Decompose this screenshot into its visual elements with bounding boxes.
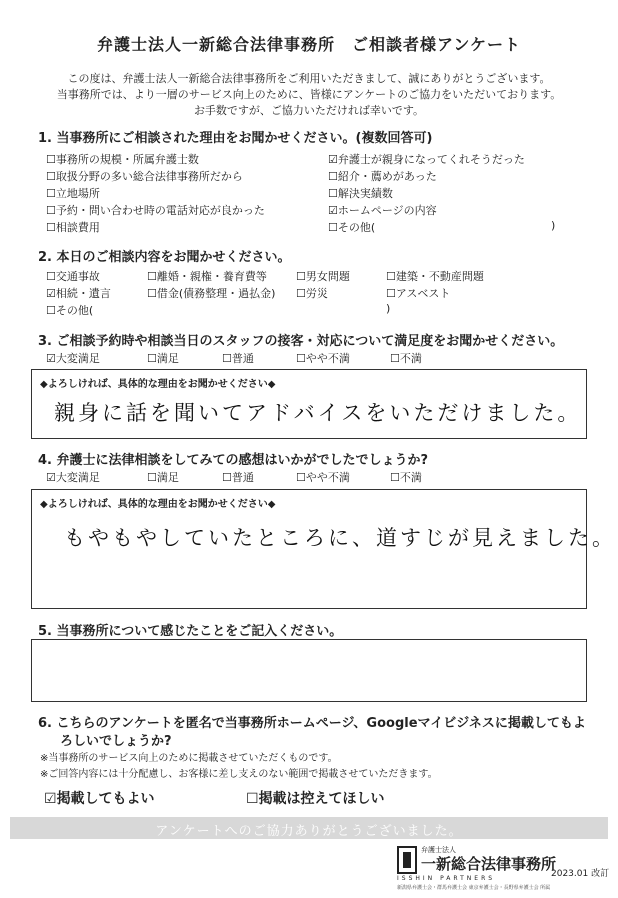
firm-logo-icon xyxy=(397,846,417,874)
q2-option-other[interactable]: ☐その他( xyxy=(46,304,94,317)
q1-option-other[interactable]: ☐その他( xyxy=(328,221,376,234)
logo-affiliations: 新潟県弁護士会・群馬弁護士会 東京弁護士会・長野県弁護士会 所属 xyxy=(397,885,551,891)
checkbox[interactable]: ☐ xyxy=(46,221,56,234)
checkbox[interactable]: ☑ xyxy=(328,204,338,217)
q6-heading-line-2: ろしいでしょうか? xyxy=(60,734,172,749)
checkbox[interactable]: ☐ xyxy=(46,204,56,217)
checkbox[interactable]: ☐ xyxy=(46,270,56,283)
checkbox[interactable]: ☐ xyxy=(328,221,338,234)
checkbox[interactable]: ☐ xyxy=(147,352,157,365)
q2-option[interactable]: ☐交通事故 xyxy=(46,270,100,283)
q3-option[interactable]: ☐満足 xyxy=(147,352,179,365)
q2-option[interactable]: ☐離婚・親権・養育費等 xyxy=(147,270,267,283)
checkbox[interactable]: ☐ xyxy=(328,187,338,200)
thanks-message: アンケートへのご協力ありがとうございました。 xyxy=(155,824,463,839)
logo-firm-name: 一新総合法律事務所 xyxy=(421,855,557,873)
checkbox[interactable]: ☐ xyxy=(46,170,56,183)
checkbox[interactable]: ☐ xyxy=(390,471,400,484)
q1-option[interactable]: ☐取扱分野の多い総合法律事務所だから xyxy=(46,170,243,183)
checkbox[interactable]: ☑ xyxy=(46,352,56,365)
q1-option[interactable]: ☐事務所の規模・所属弁護士数 xyxy=(46,153,199,166)
checkbox[interactable]: ☐ xyxy=(296,270,306,283)
checkbox[interactable]: ☐ xyxy=(386,270,396,283)
checkbox[interactable]: ☐ xyxy=(328,170,338,183)
q1-option[interactable]: ☐予約・問い合わせ時の電話対応が良かった xyxy=(46,204,265,217)
checkbox[interactable]: ☐ xyxy=(296,352,306,365)
checkbox[interactable]: ☐ xyxy=(147,270,157,283)
q2-option[interactable]: ☐男女問題 xyxy=(296,270,350,283)
checkbox[interactable]: ☐ xyxy=(296,471,306,484)
q4-option[interactable]: ☑大変満足 xyxy=(46,471,100,484)
checkbox[interactable]: ☐ xyxy=(222,352,232,365)
checkbox[interactable]: ☑ xyxy=(46,471,56,484)
q1-option[interactable]: ☑弁護士が親身になってくれそうだった xyxy=(328,153,525,166)
checkbox[interactable]: ☑ xyxy=(44,791,57,807)
checkbox[interactable]: ☐ xyxy=(296,287,306,300)
q6-option-yes[interactable]: ☑掲載してもよい xyxy=(44,791,155,807)
checkbox[interactable]: ☐ xyxy=(390,352,400,365)
q4-handwritten-answer: もやもやしていたところに、道すじが見えました。 xyxy=(64,526,616,550)
q6-heading-line-1: 6. こちらのアンケートを匿名で当事務所ホームページ、Googleマイビジネスに掲載してもよ xyxy=(38,716,586,731)
page-title: 弁護士法人一新総合法律事務所 ご相談者様アンケート xyxy=(96,35,522,54)
q2-option[interactable]: ☐建築・不動産問題 xyxy=(386,270,484,283)
q1-heading: 1. 当事務所にご相談された理由をお聞かせください。(複数回答可) xyxy=(38,131,433,146)
q1-option[interactable]: ☐解決実績数 xyxy=(328,187,393,200)
q4-option[interactable]: ☐やや不満 xyxy=(296,471,350,484)
checkbox[interactable]: ☐ xyxy=(147,471,157,484)
logo-english-name: ISSHIN PARTNERS xyxy=(397,875,496,882)
q2-option[interactable]: ☐アスベスト xyxy=(386,287,451,300)
q4-box-label: ◆よろしければ、具体的な理由をお聞かせください◆ xyxy=(40,499,276,510)
q3-option[interactable]: ☐普通 xyxy=(222,352,254,365)
q6-note-2: ※ご回答内容には十分配慮し、お客様に差し支えのない範囲で掲載させていただきます。 xyxy=(40,769,438,780)
q3-heading: 3. ご相談予約時や相談当日のスタッフの接客・対応について満足度をお聞かせください。 xyxy=(38,334,564,349)
checkbox[interactable]: ☐ xyxy=(46,304,56,317)
checkbox[interactable]: ☑ xyxy=(46,287,56,300)
q1-option[interactable]: ☑ホームページの内容 xyxy=(328,204,437,217)
checkbox[interactable]: ☑ xyxy=(328,153,338,166)
checkbox[interactable]: ☐ xyxy=(222,471,232,484)
checkbox[interactable]: ☐ xyxy=(147,287,157,300)
q2-option[interactable]: ☑相続・遺言 xyxy=(46,287,111,300)
q6-option-no[interactable]: ☐掲載は控えてほしい xyxy=(246,791,385,807)
revision-date: 2023.01 改訂 xyxy=(551,869,610,879)
intro-line-3: お手数ですが、ご協力いただければ幸いです。 xyxy=(193,104,425,117)
q3-handwritten-answer: 親身に話を聞いてアドバイスをいただけました。 xyxy=(54,401,582,425)
q4-option[interactable]: ☐不満 xyxy=(390,471,422,484)
checkbox[interactable]: ☐ xyxy=(46,153,56,166)
q2-heading: 2. 本日のご相談内容をお聞かせください。 xyxy=(38,250,291,265)
checkbox[interactable]: ☐ xyxy=(386,287,396,300)
q1-option[interactable]: ☐紹介・薦めがあった xyxy=(328,170,437,183)
q1-option[interactable]: ☐相談費用 xyxy=(46,221,100,234)
q3-option[interactable]: ☑大変満足 xyxy=(46,352,100,365)
q3-option[interactable]: ☐不満 xyxy=(390,352,422,365)
q3-option[interactable]: ☐やや不満 xyxy=(296,352,350,365)
logo-subtitle: 弁護士法人 xyxy=(421,846,456,854)
q5-heading: 5. 当事務所について感じたことをご記入ください。 xyxy=(38,624,343,639)
q3-box-label: ◆よろしければ、具体的な理由をお聞かせください◆ xyxy=(40,379,276,390)
checkbox[interactable]: ☐ xyxy=(246,791,259,807)
q1-other-close: ) xyxy=(551,219,556,232)
q1-option[interactable]: ☐立地場所 xyxy=(46,187,100,200)
q5-answer-box[interactable] xyxy=(31,639,587,702)
intro-line-1: この度は、弁護士法人一新総合法律事務所をご利用いただきまして、誠にありがとうございます。 xyxy=(67,72,551,85)
q4-option[interactable]: ☐満足 xyxy=(147,471,179,484)
checkbox[interactable]: ☐ xyxy=(46,187,56,200)
q4-heading: 4. 弁護士に法律相談をしてみての感想はいかがでしたでしょうか? xyxy=(38,453,429,468)
q2-other-close: ) xyxy=(386,302,391,315)
q2-option[interactable]: ☐借金(債務整理・過払金) xyxy=(147,287,276,300)
intro-line-2: 当事務所では、より一層のサービス向上のために、皆様にアンケートのご協力をいただいております。 xyxy=(56,88,562,101)
q6-note-1: ※当事務所のサービス向上のために掲載させていただくものです。 xyxy=(40,753,338,764)
q4-option[interactable]: ☐普通 xyxy=(222,471,254,484)
q2-option[interactable]: ☐労災 xyxy=(296,287,328,300)
